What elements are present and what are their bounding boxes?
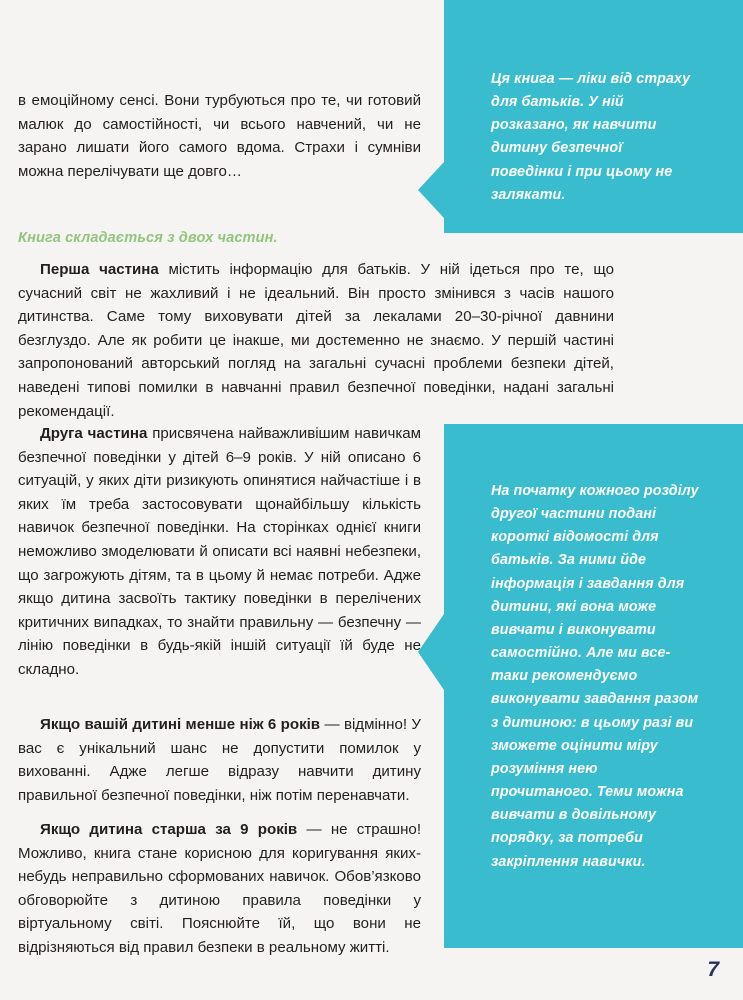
paragraph-under-six-lead: Якщо вашій дитині менше ніж 6 років: [40, 716, 321, 733]
callout-bottom-pointer-icon: [418, 614, 444, 690]
paragraph-under-six-rest: — відмінно! У вас є унікальний шанс не допустити помилок у вихованні. Адже легше відразу навчити дитину правильної безпечної поведінки, ніж потім перенавчати.: [18, 716, 421, 804]
paragraph-over-nine-lead: Якщо дитина старша за 9 років: [40, 821, 298, 838]
callout-bottom-text: На початку кожного розділу другої частини подані короткі відомості для батьків. За ними йде інформація і завдання для дитини, які вона може вивчати і виконувати самостійно. Але ми все-таки рекомендуємо виконувати завдання разом з дитиною: в цьому разі ви зможете оцінити міру розуміння нею прочитаного. Теми можна вивчати в довільному порядку, за потреби закріплення навички.: [491, 483, 699, 870]
paragraph-over-nine-rest: — не страшно! Можливо, книга стане корисною для коригування яких-небудь неправильно сформованих навичок. Обов’язково обговорюйте з дитиною правила поведінки у віртуальному світі. Пояснюйте їй, що вони не відрізняються від правил безпеки в реальному житті.: [18, 821, 421, 957]
paragraph-over-nine: [18, 818, 421, 960]
paragraph-second-part: [18, 422, 421, 682]
callout-box-bottom: [444, 424, 743, 948]
paragraph-first-part-lead: Перша частина: [40, 261, 159, 278]
callout-box-top: [444, 0, 743, 233]
paragraph-second-part-rest: присвячена найважливішим навичкам безпечної поведінки у дітей 6–9 років. У ній описано 6 ситуацій, у яких діти ризикують опинятися найчастіше і в яких їм треба застосовувати щонайбільшу кількість навичок безпечної поведінки. На сторінках однієї книги неможливо змоделювати й описати всі наявні небезпеки, що загрожують дітям, та в цьому й немає потреби. Адже якщо дитина засвоїть тактику поведінки в перелічених критичних випадках, то знайти правильну — безпечну — лінію поведінки в будь-якій іншій ситуації їй буде не складно.: [18, 425, 421, 679]
callout-top-text: Ця книга — ліки від страху для батьків. У ній розказано, як навчити дитину безпечної поведінки і при цьому не залякати.: [491, 71, 691, 203]
section-heading-green: Книга складається з двох частин.: [18, 230, 278, 246]
paragraph-first-part: [18, 258, 614, 423]
page-number: 7: [707, 958, 719, 981]
paragraph-intro: в емоційному сенсі. Вони турбуються про те, чи готовий малюк до самостійності, чи всього навчений, чи не зарано лишати його самого вдома. Страхи і сумніви можна перелічувати ще довго…: [18, 92, 421, 180]
paragraph-second-part-lead: Друга частина: [40, 425, 148, 442]
paragraph-under-six: [18, 713, 421, 807]
callout-top-pointer-icon: [418, 162, 444, 218]
paragraph-first-part-rest: містить інформацію для батьків. У ній ідеться про те, що сучасний світ не жахливий і не ідеальний. Він просто змінився з часів нашого дитинства. Саме тому виховувати дітей за лекалами 20–30-річної давнини безглуздо. Але як робити це інакше, ми достеменно не знаємо. У першій частині запропонований авторський погляд на загальні сучасні проблеми безпеки дітей, наведені типові помилки в навчанні правил безпечної поведінки, надані загальні рекомендації.: [18, 261, 614, 420]
